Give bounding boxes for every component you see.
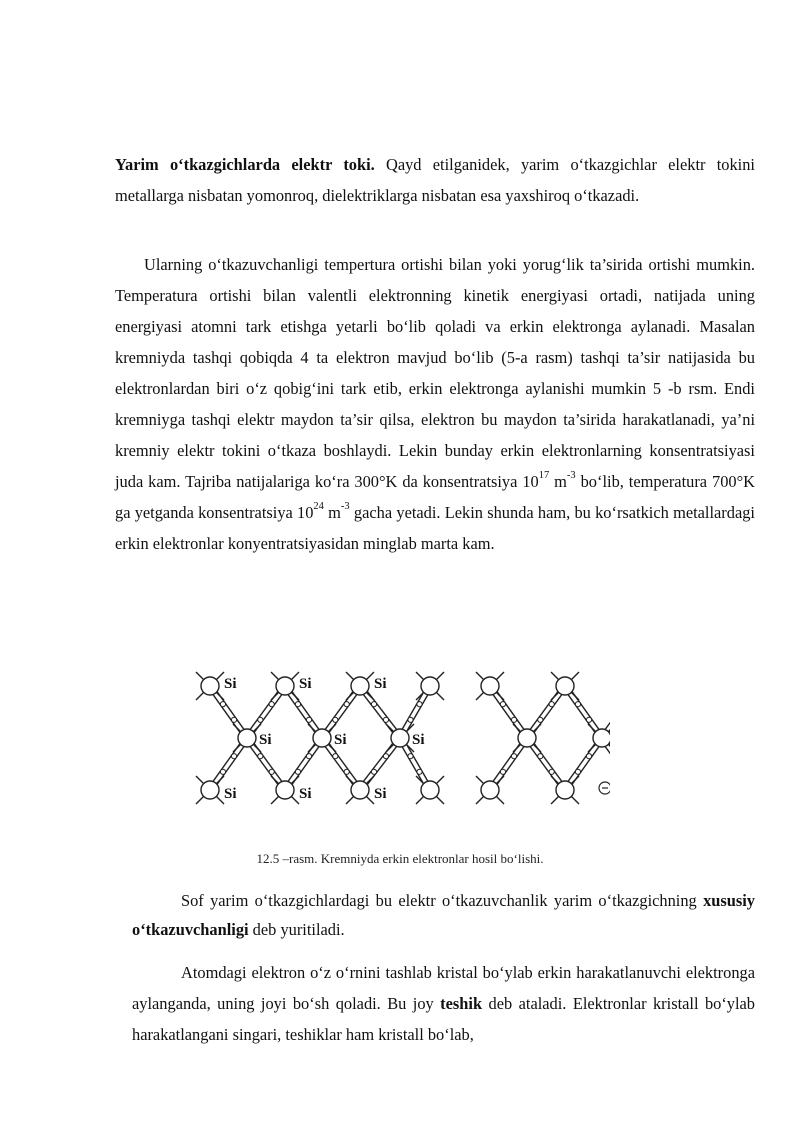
- electron-dot: [258, 717, 263, 722]
- atom-label: Si: [224, 786, 237, 802]
- bond-line: [287, 685, 324, 737]
- atom-circle: [421, 677, 439, 695]
- atom-circle: [313, 729, 331, 747]
- paragraph-text: gacha yetadi. Lekin shunda ham, bu ko‘rsatkich metallardagi erkin elektronlar konyentratsiyasidan minglab marta kam.: [115, 503, 755, 553]
- electron-dot: [231, 754, 236, 759]
- electron-dot: [344, 702, 349, 707]
- atom-circle: [351, 677, 369, 695]
- electron-dot: [417, 702, 422, 707]
- electron-dot: [371, 769, 376, 774]
- atom-circle: [201, 781, 219, 799]
- paragraph-text: m: [323, 503, 341, 522]
- term-bold: teshik: [440, 994, 483, 1013]
- atom-label: Si: [259, 732, 272, 748]
- bond-line: [488, 687, 525, 739]
- bond-line: [529, 737, 567, 789]
- electron-dot: [417, 769, 422, 774]
- paragraph-text: deb ataladi. Elektronlar kristall bo‘ylab harakatlangani singari, teshiklar ham kristall bo‘lab,: [132, 994, 756, 1044]
- atom-circle: [421, 781, 439, 799]
- bond-line: [362, 684, 402, 736]
- atom-circle: [556, 677, 574, 695]
- atom-circle: [481, 781, 499, 799]
- bond-line: [283, 687, 320, 739]
- electron-dot: [383, 754, 388, 759]
- atom-circle: [556, 781, 574, 799]
- electron-dot: [231, 717, 236, 722]
- bond-line: [212, 685, 249, 737]
- electron-dot: [295, 769, 300, 774]
- atom-label: Si: [374, 676, 387, 692]
- electron-dot: [586, 754, 591, 759]
- electron-dot: [220, 769, 225, 774]
- bond-line: [567, 739, 604, 791]
- electron-dot: [371, 702, 376, 707]
- electron-dot: [575, 769, 580, 774]
- atom-label: Si: [334, 732, 347, 748]
- electron-dot: [306, 754, 311, 759]
- exponent: 24: [313, 501, 324, 512]
- atom-label: Si: [374, 786, 387, 802]
- bond-line: [529, 687, 567, 739]
- bond-line: [492, 685, 529, 737]
- electron-dot: [333, 754, 338, 759]
- exponent: 17: [538, 470, 550, 481]
- bond-line: [362, 740, 402, 792]
- bond-line: [320, 685, 358, 737]
- bond-line: [208, 737, 245, 789]
- electron-dot: [500, 702, 505, 707]
- atom-circle: [351, 781, 369, 799]
- electron-dot: [333, 717, 338, 722]
- bond-line: [212, 739, 249, 791]
- paragraph-conductivity: [115, 249, 755, 559]
- bond-line: [488, 737, 525, 789]
- atom-label: Si: [412, 732, 425, 748]
- paragraph-intro-text: Qayd etilganidek, yarim o‘tkazgichlar elektr tokini metallarga nisbatan yomonroq, dielektriklarga nisbatan esa yaxshiroq o‘tkazadi.: [115, 155, 755, 205]
- atom-circle: [481, 677, 499, 695]
- bond-line: [358, 688, 398, 740]
- bond-line: [525, 685, 563, 737]
- electron-dot: [538, 717, 543, 722]
- bond-line: [245, 685, 283, 737]
- paragraph-text: Ularning o‘tkazuvchanligi tempertura ortishi bilan yoki yorug‘lik ta’sirida ortishi mumkin. Temperatura ortishi bilan valentli elektronning kinetik energiyasi ortadi, natijada uning energiyasi atomni tark etishga yetarli bo‘lib qoladi va erkin elektronga aylanadi. Masalan kremniyda tashqi qobiqda 4 ta elektron mavjud bo‘lib (5-a rasm) tashqi ta’sir natijasida bu elektronlardan biri o‘z qobig‘ini tark etib, erkin elektronga aylanishi mumkin 5 -b rsm. Endi kremniyga tashqi elektr maydon ta’sir qilsa, elektron bu maydon ta’sirida harakatlanadi, ya’ni kremniy elektr tokini o‘tkaza boshlaydi. Lekin bunday erkin elektronlarning konsentratsiyasi juda kam. Tajriba natijalariga ko‘ra 300°K da konsentratsiya 10: [115, 255, 755, 491]
- atom-circle: [276, 781, 294, 799]
- electron-dot: [220, 702, 225, 707]
- atom-circle: [238, 729, 256, 747]
- atom-label: Si: [299, 676, 312, 692]
- electron-dot: [549, 702, 554, 707]
- electron-dot: [383, 717, 388, 722]
- bond-line: [358, 736, 398, 788]
- electron-dot: [269, 769, 274, 774]
- electron-dot: [586, 717, 591, 722]
- paragraph-text: m: [549, 472, 567, 491]
- electron-dot: [306, 717, 311, 722]
- atom-circle: [276, 677, 294, 695]
- paragraph-hole: [132, 957, 755, 1050]
- electron-dot: [575, 702, 580, 707]
- atom-label: Si: [224, 676, 237, 692]
- figure-caption: 12.5 –rasm. Kremniyda erkin elektronlar hosil bo‘lishi.: [256, 851, 544, 866]
- electron-dot: [408, 754, 413, 759]
- bond-line: [563, 687, 600, 739]
- electron-dot: [344, 769, 349, 774]
- silicon-lattice-figure: [190, 658, 610, 813]
- paragraph-intro: [115, 149, 755, 211]
- paragraph-text: Atomdagi elektron o‘z o‘rnini tashlab kristal bo‘ylab erkin harakatlanuvchi elektronga aylanganda, uning joyi bo‘sh qoladi. Bu joy: [132, 963, 755, 1013]
- electron-dot: [511, 717, 516, 722]
- exponent: -3: [566, 470, 576, 481]
- electron-dot: [511, 754, 516, 759]
- paragraph-intrinsic: [132, 886, 755, 944]
- bond-line: [563, 737, 600, 789]
- exponent: -3: [340, 501, 350, 512]
- atom-circle: [518, 729, 536, 747]
- electron-dot: [269, 702, 274, 707]
- electron-dot: [295, 702, 300, 707]
- atom-circle: [201, 677, 219, 695]
- paragraph-text: bo‘lib, temperatura 700°K ga yetganda konsentratsiya 10: [115, 472, 755, 522]
- atom-circle: [391, 729, 409, 747]
- section-heading: Yarim o‘tkazgichlarda elektr toki.: [115, 155, 375, 174]
- electron-dot: [258, 754, 263, 759]
- atom-label: Si: [299, 786, 312, 802]
- bond-line: [492, 739, 529, 791]
- term-bold: xususiy o‘tkazuvchanligi: [132, 891, 755, 939]
- bond-line: [287, 739, 324, 791]
- bond-line: [525, 739, 563, 791]
- bond-line: [567, 685, 604, 737]
- electron-dot: [538, 754, 543, 759]
- electron-dot: [408, 717, 413, 722]
- bond-line: [208, 687, 245, 739]
- electron-dot: [549, 769, 554, 774]
- paragraph-text: deb yuritiladi.: [248, 920, 345, 939]
- paragraph-text: Sof yarim o‘tkazgichlardagi bu elektr o‘tkazuvchanlik yarim o‘tkazgichning: [181, 891, 704, 910]
- bond-line: [283, 737, 320, 789]
- atom-circle: [593, 729, 610, 747]
- electron-dot: [500, 769, 505, 774]
